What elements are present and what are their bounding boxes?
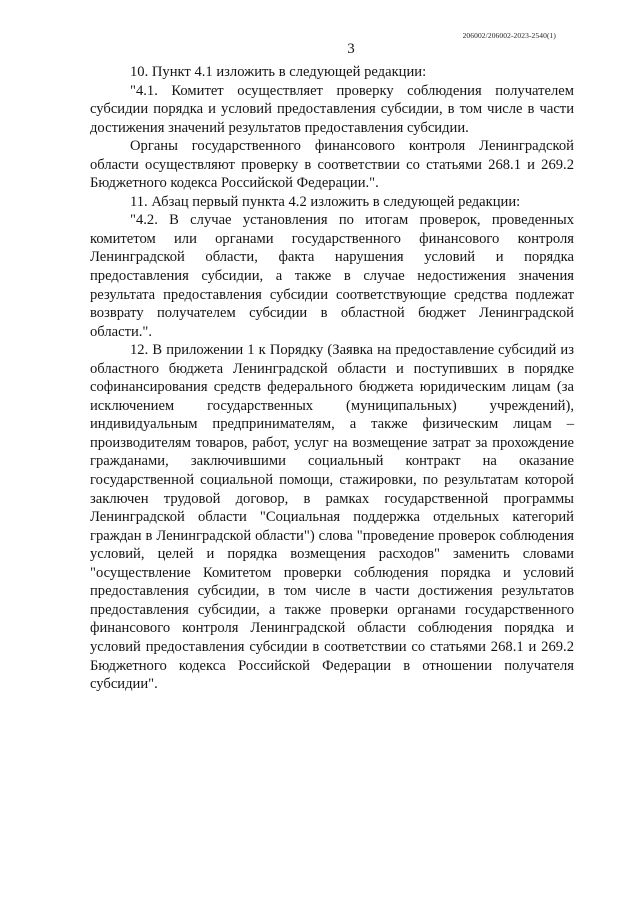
paragraph-item-11: 11. Абзац первый пункта 4.2 изложить в следующей редакции: [130,193,521,210]
paragraph-quote-4-1-continued: Органы государственного финансового контроля Ленинградской области осуществляют проверку в соответствии со статьями 268.1 и 269.2 Бюджетного кодекса Российской Федерации.". [90,138,574,192]
paragraph-quote-4-2: "4.2. В случае установления по итогам проверок, проведенных комитетом или органами государственного финансового контроля Ленинградской области, факта нарушения условий и порядка предоставления субсидии, а также в случае недостижения значения результата предоставления субсидии соответствующие средства подлежат возврату получателем субсидии в областной бюджет Ленинградской области.". [90,212,574,340]
page-number: 3 [347,41,355,57]
paragraph-quote-4-1: "4.1. Комитет осуществляет проверку соблюдения получателем субсидии порядка и условий предоставления субсидии, в том числе в части достижения значений результатов предоставления субсидии. [90,82,574,136]
document-registration-number: 206002/206002-2023-2540(1) [462,31,556,40]
paragraph-item-12: 12. В приложении 1 к Порядку (Заявка на предоставление субсидий из областного бюджета Ленинградской области и поступивших в порядке софинансирования средств федерального бюджета юридическим лицам (за исключением государственных (муниципальных) учреждений), индивидуальным предпринимателям, а также физическим лицам – производителям товаров, работ, услуг на возмещение затрат за прохождение гражданами, заключившими социальный контракт на оказание государственной социальной помощи, стажировки, по результатам которой заключен трудовой договор, в рамках государственной программы Ленинградской области "Социальная поддержка отдельных категорий граждан в Ленинградской области") слова "проведение проверок соблюдения условий, целей и порядка возмещения расходов" заменить словами "осуществление Комитетом проверки соблюдения порядка и условий предоставления субсидии, в том числе в части достижения результатов предоставления субсидии, а также проверки органами государственного финансового контроля Ленинградской области соблюдения порядка и условий предоставления субсидии в соответствии со статьями 268.1 и 269.2 Бюджетного кодекса Российской Федерации в отношении получателя субсидии". [90,342,574,693]
document-body [90,63,574,694]
paragraph-item-10: 10. Пункт 4.1 изложить в следующей редакции: [130,64,427,80]
